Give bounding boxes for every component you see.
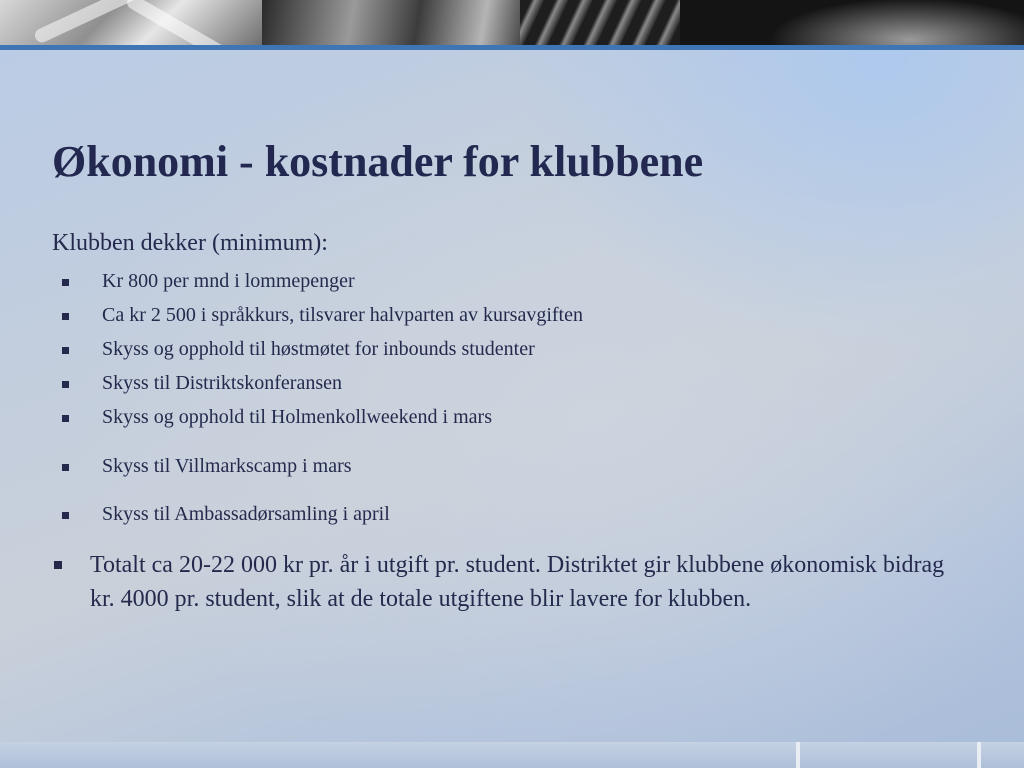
total-cost-paragraph [52, 548, 972, 616]
header-accent-rule [0, 45, 1024, 50]
slide-title: Økonomi - kostnader for klubbene [52, 137, 704, 186]
footer-divider [796, 742, 800, 768]
intro-text: Klubben dekker (minimum): [52, 230, 328, 256]
header-photo-wheel [0, 0, 262, 45]
slide: Økonomi - kostnader for klubbene Klubben dekker (minimum): Kr 800 per mnd i lommepenger Ca kr 2 500 i språkkurs, tilsvarer halvparten av kursavgiften Skyss og opphold til høstmøtet for inbounds studenter Skyss til Distriktskonferansen Skyss og opphold til Holmenkollweekend i mars Skyss til Villmarkscamp i mars Skyss til Ambassadørsamling i april Totalt ca 20-22 000 kr pr. år i utgift pr. student. Distriktet gir klubbene økonomisk bidrag kr. 4000 pr. student, slik at de totale utgiftene blir lavere for klubben. [0, 0, 1024, 768]
footer-divider [977, 742, 981, 768]
square-bullet-icon [54, 561, 62, 569]
square-bullet-icon [62, 415, 69, 422]
header-image-strip [0, 0, 1024, 45]
header-photo-stripes [520, 0, 680, 45]
footer-band [0, 742, 1024, 768]
square-bullet-icon [62, 512, 69, 519]
square-bullet-icon [62, 464, 69, 471]
square-bullet-icon [62, 381, 69, 388]
header-photo-tire [680, 0, 1024, 45]
total-cost-text: Totalt ca 20-22 000 kr pr. år i utgift pr. student. Distriktet gir klubbene økonomisk bidrag kr. 4000 pr. student, slik at de totale utgiftene blir lavere for klubben. [90, 552, 945, 612]
square-bullet-icon [62, 347, 69, 354]
header-photo-metal [262, 0, 520, 45]
square-bullet-icon [62, 313, 69, 320]
square-bullet-icon [62, 279, 69, 286]
